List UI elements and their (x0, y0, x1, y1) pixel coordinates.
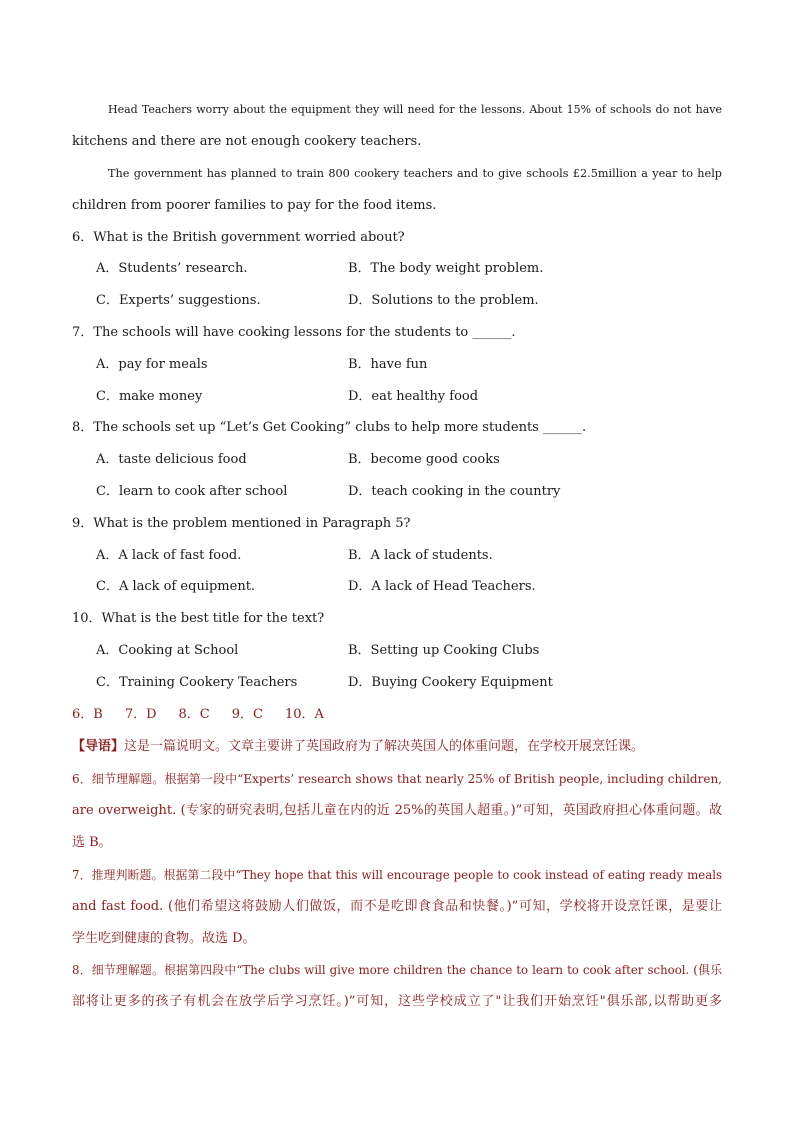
question-stem: 6．What is the British government worried about? (72, 230, 405, 245)
explanation-line: 8．细节理解题。根据第四段中“The clubs will give more children the chance to learn to cook after school. (俱乐 (72, 963, 722, 977)
question-stem: 10．What is the best title for the text? (72, 611, 325, 626)
answer-key (72, 707, 722, 723)
guide-text: 这是一篇说明文。文章主要讲了英国政府为了解决英国人的体重问题，在学校开展烹饪课。 (124, 739, 645, 754)
question-stem: 8．The schools set up “Let’s Get Cooking” clubs to help more students ______. (72, 420, 587, 435)
explanation-line: are overweight. (专家的研究表明,包括儿童在内的近 25%的英国人超重。)”可知，英国政府担心体重问题。故 (72, 803, 722, 818)
option-d: D．eat healthy food (348, 389, 479, 404)
option-c: C．Training Cookery Teachers (96, 675, 298, 690)
explanation-line: 学生吃到健康的食物。故选 D。 (72, 931, 256, 946)
explanation-line: 7．推理判断题。根据第二段中“They hope that this will encourage people to cook instead of eating ready meals (72, 868, 722, 882)
passage-paragraph-line: children from poorer families to pay for the food items. (72, 198, 437, 213)
option-a: A．A lack of fast food. (96, 548, 242, 563)
option-c: C．Experts’ suggestions. (96, 293, 261, 308)
option-a: A．pay for meals (96, 357, 208, 372)
explanation-line: and fast food. (他们希望这将鼓励人们做饭，而不是吃即食食品和快餐。)”可知，学校将开设烹饪课，是要让 (72, 899, 722, 914)
answer-item: 8．C (178, 707, 210, 722)
passage-paragraph-line: kitchens and there are not enough cookery teachers. (72, 134, 422, 149)
question-stem: 7．The schools will have cooking lessons for the students to ______. (72, 325, 516, 340)
guide-line (72, 739, 722, 755)
option-d: D．Buying Cookery Equipment (348, 675, 553, 690)
option-a: A．taste delicious food (96, 452, 247, 467)
option-b: B．Setting up Cooking Clubs (348, 643, 540, 658)
option-c: C．A lack of equipment. (96, 579, 256, 594)
option-d: D．A lack of Head Teachers. (348, 579, 536, 594)
option-b: B．have fun (348, 357, 428, 372)
answer-item: 7．D (124, 707, 157, 722)
option-d: D．Solutions to the problem. (348, 293, 539, 308)
answer-item: 9．C (231, 707, 263, 722)
answer-item: 6．B (72, 707, 103, 722)
option-d: D．teach cooking in the country (348, 484, 561, 499)
option-b: B．A lack of students. (348, 548, 493, 563)
option-b: B．The body weight problem. (348, 261, 544, 276)
passage-paragraph-line: Head Teachers worry about the equipment they will need for the lessons. About 15% of schools do not have (108, 103, 722, 116)
option-c: C．learn to cook after school (96, 484, 288, 499)
option-a: A．Students’ research. (96, 261, 248, 276)
guide-bracket: 【导语】 (72, 739, 125, 754)
option-c: C．make money (96, 389, 203, 404)
explanation-line: 选 B。 (72, 835, 112, 850)
answer-item: 10．A (284, 707, 324, 722)
option-a: A．Cooking at School (96, 643, 239, 658)
question-stem: 9．What is the problem mentioned in Paragraph 5? (72, 516, 411, 531)
explanation-line: 6．细节理解题。根据第一段中“Experts’ research shows that nearly 25% of British people, including children, (72, 772, 722, 786)
option-b: B．become good cooks (348, 452, 500, 467)
passage-paragraph-line: The government has planned to train 800 cookery teachers and to give schools £2.5million a year to help (108, 167, 722, 180)
explanation-line: 部将让更多的孩子有机会在放学后学习烹饪。)”可知，这些学校成立了"让我们开始烹饪"俱乐部,以帮助更多 (72, 994, 722, 1009)
